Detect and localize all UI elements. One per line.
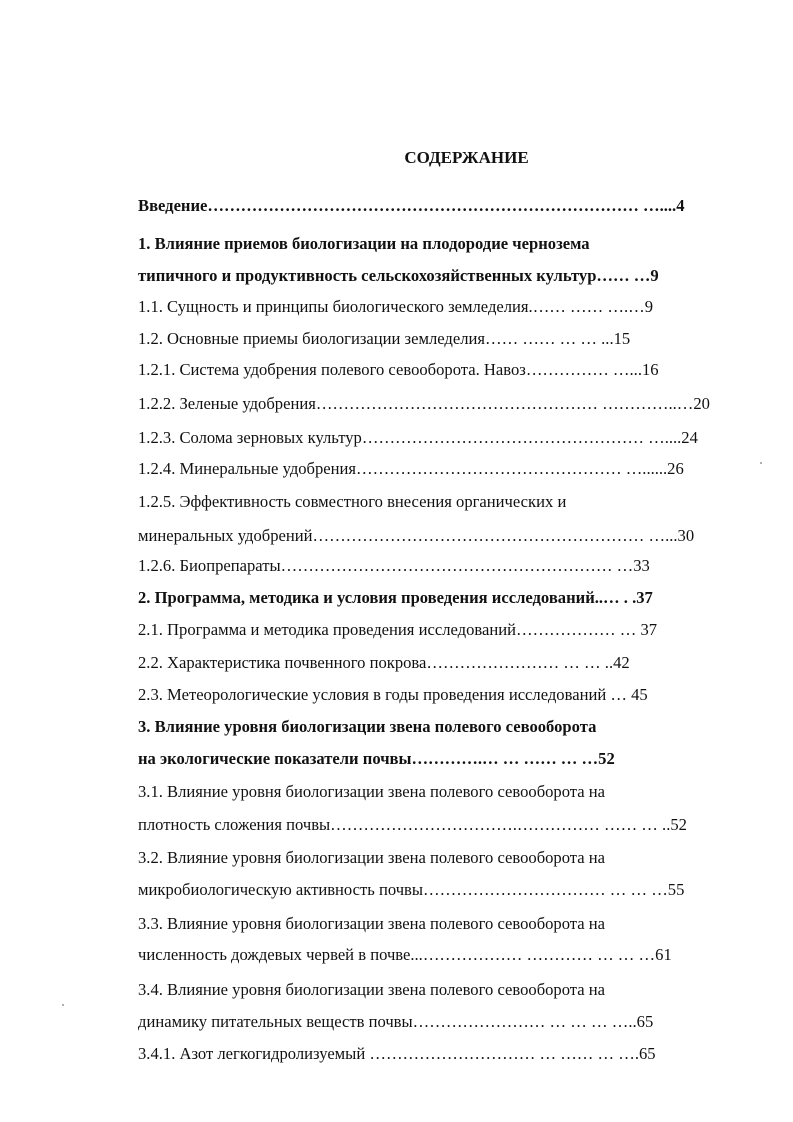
toc-entry: минеральных удобрений…………………………………………………… …...30 bbox=[138, 526, 695, 545]
toc-entry: на экологические показатели почвы………….… … …… … …52 bbox=[138, 749, 615, 768]
toc-entry: 1. Влияние приемов биологизации на плодородие чернозема bbox=[138, 234, 590, 253]
toc-entry: 3.3. Влияние уровня биологизации звена полевого севооборота на bbox=[138, 914, 606, 933]
toc-entry: 2.3. Метеорологические условия в годы проведения исследований … 45 bbox=[138, 685, 648, 704]
toc-entry: 1.2.5. Эффективность совместного внесения органических и bbox=[138, 492, 567, 511]
toc-entry: типичного и продуктивность сельскохозяйственных культур…… …9 bbox=[138, 266, 659, 285]
page-title: СОДЕРЖАНИЕ bbox=[404, 148, 529, 167]
toc-entry: 2.1. Программа и методика проведения исследований……………… … 37 bbox=[138, 620, 658, 639]
toc-entry: 3.2. Влияние уровня биологизации звена полевого севооборота на bbox=[138, 848, 606, 867]
toc-entry: плотность сложения почвы…………………………….…………… …… … ..52 bbox=[138, 815, 687, 834]
toc-entry: численность дождевых червей в почве...……………… ………… … … …61 bbox=[138, 945, 672, 964]
toc-entry: 3.4. Влияние уровня биологизации звена полевого севооборота на bbox=[138, 980, 606, 999]
toc-entry: Введение…………………………………………………………………… …....4 bbox=[138, 196, 685, 215]
toc-entry: 1.2. Основные приемы биологизации земледелия…… …… … … ...15 bbox=[138, 329, 631, 348]
toc-entry: 1.2.1. Система удобрения полевого севооборота. Навоз…………… …...16 bbox=[138, 360, 659, 379]
toc-entry: 1.2.4. Минеральные удобрения………………………………………… …......26 bbox=[138, 459, 684, 478]
toc-entry: 3.4.1. Азот легкогидролизуемый ………………………… … …… … ….65 bbox=[138, 1044, 656, 1063]
toc-entry: динамику питательных веществ почвы…………………… … … … …..65 bbox=[138, 1012, 654, 1031]
toc-entry: 1.1. Сущность и принципы биологического земледелия.…… …… ….…9 bbox=[138, 297, 654, 316]
toc-entry: 2. Программа, методика и условия проведения исследований..… . .37 bbox=[138, 588, 653, 607]
toc-entry: микробиологическую активность почвы…………………………… … … …55 bbox=[138, 880, 685, 899]
toc-entry: 1.2.2. Зеленые удобрения…………………………………………… …………..…20 bbox=[138, 394, 710, 413]
toc-entry: 2.2. Характеристика почвенного покрова…………………… … … ..42 bbox=[138, 653, 630, 672]
scan-speck bbox=[760, 462, 762, 464]
scan-speck bbox=[62, 1004, 64, 1006]
toc-entry: 3.1. Влияние уровня биологизации звена полевого севооборота на bbox=[138, 782, 606, 801]
toc-entry: 1.2.6. Биопрепараты…………………………………………………… …33 bbox=[138, 556, 650, 575]
toc-entry: 1.2.3. Солома зерновых культур…………………………………………… …....24 bbox=[138, 428, 698, 447]
toc-entry: 3. Влияние уровня биологизации звена полевого севооборота bbox=[138, 717, 597, 736]
